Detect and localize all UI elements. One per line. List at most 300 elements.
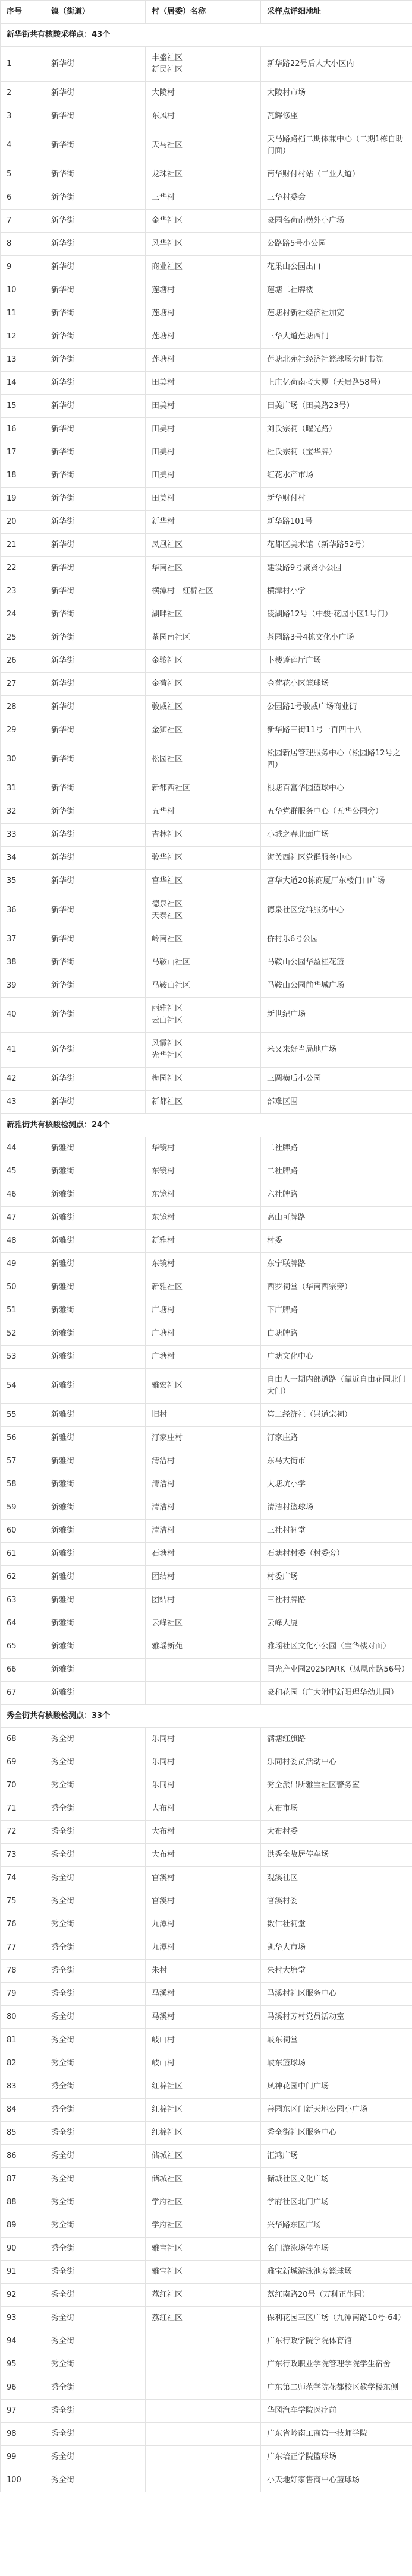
table-row <box>1 1299 412 1322</box>
cell-address: 三圆横后小公园 <box>261 1068 412 1091</box>
cell-town: 新华街 <box>45 650 146 673</box>
cell-address: 德泉社区党群服务中心 <box>261 893 412 928</box>
cell-town: 新雅街 <box>45 1230 146 1253</box>
cell-town: 秀全街 <box>45 2376 146 2400</box>
section-header-row <box>1 1705 412 1728</box>
cell-town: 秀全街 <box>45 2191 146 2214</box>
cell-town: 秀全街 <box>45 1821 146 1844</box>
cell-village: 清洁村 <box>146 1496 261 1520</box>
cell-number: 91 <box>1 2261 45 2284</box>
cell-town: 新华街 <box>45 279 146 302</box>
table-row <box>1 1682 412 1705</box>
table-row <box>1 1936 412 1960</box>
table-row <box>1 650 412 673</box>
cell-town: 新华街 <box>45 742 146 777</box>
cell-town: 秀全街 <box>45 2423 146 2446</box>
cell-number: 2 <box>1 82 45 105</box>
cell-town: 秀全街 <box>45 2284 146 2307</box>
cell-number: 88 <box>1 2191 45 2214</box>
cell-address: 六社牌路 <box>261 1183 412 1207</box>
cell-address: 豪和花园（广大附中新阳理华幼儿园） <box>261 1682 412 1705</box>
cell-town: 新华街 <box>45 534 146 557</box>
cell-village: 广塘村 <box>146 1322 261 1346</box>
cell-address: 红花水产市场 <box>261 464 412 488</box>
cell-town: 新华街 <box>45 800 146 824</box>
cell-number: 62 <box>1 1566 45 1589</box>
cell-village: 清洁村 <box>146 1450 261 1473</box>
cell-address: 白塘牌路 <box>261 1322 412 1346</box>
cell-town: 秀全街 <box>45 2006 146 2029</box>
cell-village <box>146 2469 261 2492</box>
table-row <box>1 210 412 233</box>
cell-address: 小城之春北面广场 <box>261 824 412 847</box>
cell-address: 新世纪广场 <box>261 998 412 1033</box>
cell-town: 新华街 <box>45 928 146 951</box>
cell-number: 58 <box>1 1473 45 1496</box>
cell-number: 41 <box>1 1033 45 1068</box>
cell-town: 新华街 <box>45 626 146 650</box>
cell-number: 68 <box>1 1728 45 1751</box>
cell-town: 秀全街 <box>45 2075 146 2099</box>
cell-village: 丰盛社区 新民社区 <box>146 47 261 82</box>
cell-address: 岐东祠堂 <box>261 2029 412 2052</box>
cell-address: 新华路101号 <box>261 511 412 534</box>
cell-address: 小天地好家售商中心篮球场 <box>261 2469 412 2492</box>
cell-number: 23 <box>1 580 45 603</box>
cell-address: 下广牌路 <box>261 1299 412 1322</box>
table-row <box>1 325 412 349</box>
cell-address: 松园新居管理服务中心（松园路12号之四） <box>261 742 412 777</box>
cell-village: 风霞社区 光华社区 <box>146 1033 261 1068</box>
cell-number: 15 <box>1 395 45 418</box>
cell-address: 五华党群服务中心（五华公园旁） <box>261 800 412 824</box>
cell-town: 新雅街 <box>45 1520 146 1543</box>
cell-number: 37 <box>1 928 45 951</box>
cell-address: 三社村祠堂 <box>261 1520 412 1543</box>
cell-number: 14 <box>1 372 45 395</box>
cell-number: 100 <box>1 2469 45 2492</box>
cell-town: 新华街 <box>45 395 146 418</box>
cell-number: 81 <box>1 2029 45 2052</box>
cell-number: 48 <box>1 1230 45 1253</box>
cell-number: 42 <box>1 1068 45 1091</box>
cell-town: 新雅街 <box>45 1543 146 1566</box>
cell-number: 64 <box>1 1612 45 1635</box>
cell-number: 50 <box>1 1276 45 1299</box>
cell-address: 东宁联牌路 <box>261 1253 412 1276</box>
cell-number: 32 <box>1 800 45 824</box>
cell-number: 13 <box>1 349 45 372</box>
table-row <box>1 2122 412 2145</box>
table-row <box>1 1404 412 1427</box>
cell-village: 团结村 <box>146 1566 261 1589</box>
cell-village: 东镜村 <box>146 1253 261 1276</box>
cell-address: 广东行政职业学院管理学院学生宿舍 <box>261 2353 412 2376</box>
cell-town: 新华街 <box>45 580 146 603</box>
cell-town: 新雅街 <box>45 1612 146 1635</box>
cell-number: 61 <box>1 1543 45 1566</box>
cell-village: 云峰社区 <box>146 1612 261 1635</box>
cell-address: 观溪社区 <box>261 1867 412 1890</box>
cell-town: 新华街 <box>45 325 146 349</box>
cell-address: 凌湖路12号（中骏·花园小区1号门） <box>261 603 412 626</box>
cell-village: 莲塘村 <box>146 325 261 349</box>
cell-town: 秀全街 <box>45 2400 146 2423</box>
cell-village: 官溪村 <box>146 1890 261 1913</box>
cell-address: 广东行政学院学院体育馆 <box>261 2330 412 2353</box>
table-row <box>1 1543 412 1566</box>
section-header-row <box>1 24 412 47</box>
cell-address: 横潭村小学 <box>261 580 412 603</box>
cell-town: 新华街 <box>45 824 146 847</box>
cell-town: 秀全街 <box>45 2099 146 2122</box>
cell-town: 秀全街 <box>45 1890 146 1913</box>
cell-address: 公路路5号小公园 <box>261 233 412 256</box>
cell-address: 雅宝新城游泳池旁篮球场 <box>261 2261 412 2284</box>
cell-village: 乐同村 <box>146 1751 261 1774</box>
cell-town: 新华街 <box>45 511 146 534</box>
cell-village: 清洁村 <box>146 1473 261 1496</box>
table-row <box>1 1230 412 1253</box>
section-title: 新雅街共有核酸检测点：24个 <box>1 1114 412 1137</box>
cell-village: 田美村 <box>146 441 261 464</box>
cell-village: 三华村 <box>146 186 261 210</box>
cell-address: 莲塘二社牌楼 <box>261 279 412 302</box>
cell-town: 新华街 <box>45 105 146 128</box>
cell-address: 新华路三街11号一百四十八 <box>261 719 412 742</box>
table-row <box>1 2330 412 2353</box>
cell-number: 49 <box>1 1253 45 1276</box>
cell-town: 秀全街 <box>45 2469 146 2492</box>
cell-town: 新华街 <box>45 418 146 441</box>
cell-number: 87 <box>1 2168 45 2191</box>
cell-village: 雅宝社区 <box>146 2238 261 2261</box>
cell-village: 凤凰社区 <box>146 534 261 557</box>
cell-address: 村委 <box>261 1230 412 1253</box>
table-row <box>1 1183 412 1207</box>
cell-village: 岐山村 <box>146 2052 261 2075</box>
cell-number: 34 <box>1 847 45 870</box>
table-body <box>1 24 412 2492</box>
cell-town: 秀全街 <box>45 2122 146 2145</box>
cell-village: 学府社区 <box>146 2191 261 2214</box>
table-row <box>1 349 412 372</box>
cell-village: 田美村 <box>146 418 261 441</box>
cell-number: 57 <box>1 1450 45 1473</box>
cell-address: 荔红南路20号（万科正生园） <box>261 2284 412 2307</box>
cell-number: 39 <box>1 974 45 998</box>
cell-number: 9 <box>1 256 45 279</box>
cell-address: 三华村委会 <box>261 186 412 210</box>
cell-number: 6 <box>1 186 45 210</box>
cell-address: 宫华大道20栋商厦厂东楼门口广场 <box>261 870 412 893</box>
cell-town: 新雅街 <box>45 1322 146 1346</box>
cell-number: 83 <box>1 2075 45 2099</box>
table-row <box>1 673 412 696</box>
cell-village: 马鞍山社区 <box>146 951 261 974</box>
cell-village: 大布村 <box>146 1821 261 1844</box>
cell-town: 新雅街 <box>45 1299 146 1322</box>
cell-number: 79 <box>1 1983 45 2006</box>
cell-address: 云峰大厦 <box>261 1612 412 1635</box>
table-row <box>1 82 412 105</box>
cell-number: 30 <box>1 742 45 777</box>
table-row <box>1 557 412 580</box>
cell-village: 雅宝社区 <box>146 2261 261 2284</box>
cell-number: 67 <box>1 1682 45 1705</box>
cell-number: 92 <box>1 2284 45 2307</box>
cell-town: 新雅街 <box>45 1160 146 1183</box>
cell-address: 学府社区北门广场 <box>261 2191 412 2214</box>
cell-number: 93 <box>1 2307 45 2330</box>
table-row <box>1 233 412 256</box>
table-row <box>1 1160 412 1183</box>
cell-village <box>146 2330 261 2353</box>
cell-address: 杜氏宗祠（宝华牌） <box>261 441 412 464</box>
table-row <box>1 2099 412 2122</box>
cell-number: 97 <box>1 2400 45 2423</box>
table-row <box>1 580 412 603</box>
cell-address: 满塘红旗路 <box>261 1728 412 1751</box>
cell-number: 70 <box>1 1774 45 1797</box>
cell-number: 18 <box>1 464 45 488</box>
table-row <box>1 1867 412 1890</box>
cell-village: 红棉社区 <box>146 2099 261 2122</box>
table-row <box>1 1821 412 1844</box>
cell-village: 储城社区 <box>146 2145 261 2168</box>
cell-address: 凤神花园中门广场 <box>261 2075 412 2099</box>
cell-village: 金华社区 <box>146 210 261 233</box>
table-row <box>1 847 412 870</box>
cell-village: 华南社区 <box>146 557 261 580</box>
cell-address: 卜楼蓬莲厅广场 <box>261 650 412 673</box>
cell-village: 岭南社区 <box>146 928 261 951</box>
cell-town: 秀全街 <box>45 1960 146 1983</box>
cell-village <box>146 1682 261 1705</box>
cell-address: 名门游泳场停车场 <box>261 2238 412 2261</box>
cell-number: 74 <box>1 1867 45 1890</box>
cell-village: 雅宏社区 <box>146 1369 261 1404</box>
cell-town: 新华街 <box>45 302 146 325</box>
cell-village: 荔红社区 <box>146 2284 261 2307</box>
cell-address: 金荷花小区篮球场 <box>261 673 412 696</box>
cell-village <box>146 2400 261 2423</box>
section-header-row <box>1 1114 412 1137</box>
cell-village: 团结村 <box>146 1589 261 1612</box>
cell-village: 新雅村 <box>146 1230 261 1253</box>
cell-address: 汇鸿广场 <box>261 2145 412 2168</box>
cell-number: 19 <box>1 488 45 511</box>
cell-address: 新华财付村 <box>261 488 412 511</box>
cell-village: 新都社区 <box>146 1091 261 1114</box>
cell-village <box>146 2446 261 2469</box>
cell-town: 新华街 <box>45 673 146 696</box>
cell-number: 36 <box>1 893 45 928</box>
cell-address: 部难区围 <box>261 1091 412 1114</box>
cell-address: 大塘坑小学 <box>261 1473 412 1496</box>
table-row <box>1 1635 412 1659</box>
cell-number: 12 <box>1 325 45 349</box>
cell-village: 湖畔社区 <box>146 603 261 626</box>
cell-town: 新雅街 <box>45 1450 146 1473</box>
column-header-number: 序号 <box>1 1 45 24</box>
cell-village: 东镜村 <box>146 1207 261 1230</box>
cell-address: 洪秀全故居停车场 <box>261 1844 412 1867</box>
table-row <box>1 951 412 974</box>
cell-address: 华冈汽车学院医疗前 <box>261 2400 412 2423</box>
cell-town: 新雅街 <box>45 1276 146 1299</box>
header-row <box>1 1 412 24</box>
table-row <box>1 2446 412 2469</box>
table-row <box>1 302 412 325</box>
cell-village: 乐同村 <box>146 1774 261 1797</box>
cell-village: 骏华社区 <box>146 847 261 870</box>
cell-town: 秀全街 <box>45 1774 146 1797</box>
cell-town: 新华街 <box>45 603 146 626</box>
cell-address: 大布市场 <box>261 1797 412 1821</box>
cell-village: 荔红社区 <box>146 2307 261 2330</box>
table-row <box>1 2353 412 2376</box>
table-row <box>1 2052 412 2075</box>
table-row <box>1 2191 412 2214</box>
cell-town: 新雅街 <box>45 1682 146 1705</box>
cell-number: 77 <box>1 1936 45 1960</box>
cell-village: 华镜村 <box>146 1137 261 1160</box>
cell-town: 新华街 <box>45 777 146 800</box>
table-row <box>1 2469 412 2492</box>
cell-number: 59 <box>1 1496 45 1520</box>
table-row <box>1 511 412 534</box>
cell-village: 朱村 <box>146 1960 261 1983</box>
cell-town: 秀全街 <box>45 1936 146 1960</box>
cell-village: 学府社区 <box>146 2214 261 2238</box>
cell-number: 98 <box>1 2423 45 2446</box>
cell-number: 31 <box>1 777 45 800</box>
cell-village: 龙珠社区 <box>146 163 261 186</box>
table-row <box>1 928 412 951</box>
cell-village: 乐同村 <box>146 1728 261 1751</box>
cell-village: 马鞍山社区 <box>146 974 261 998</box>
cell-address: 国光产业园2025PARK（凤凰南路56号） <box>261 1659 412 1682</box>
table-row <box>1 1137 412 1160</box>
cell-number: 86 <box>1 2145 45 2168</box>
cell-number: 55 <box>1 1404 45 1427</box>
cell-town: 新华街 <box>45 719 146 742</box>
cell-village <box>146 1659 261 1682</box>
cell-village <box>146 2423 261 2446</box>
cell-address: 马鞍山公园前华城广场 <box>261 974 412 998</box>
cell-town: 新雅街 <box>45 1496 146 1520</box>
cell-town: 秀全街 <box>45 1844 146 1867</box>
cell-address: 广东第二师范学院花都校区教学楼东侧 <box>261 2376 412 2400</box>
cell-number: 20 <box>1 511 45 534</box>
cell-address: 田美广场（田美路23号） <box>261 395 412 418</box>
cell-town: 秀全街 <box>45 2168 146 2191</box>
cell-address: 大陵村市场 <box>261 82 412 105</box>
cell-town: 新雅街 <box>45 1253 146 1276</box>
cell-number: 22 <box>1 557 45 580</box>
table-row <box>1 2145 412 2168</box>
cell-village: 金狮社区 <box>146 719 261 742</box>
cell-village: 梅园社区 <box>146 1068 261 1091</box>
cell-village: 东镜村 <box>146 1183 261 1207</box>
cell-village: 莲塘村 <box>146 302 261 325</box>
cell-town: 新雅街 <box>45 1404 146 1427</box>
table-row <box>1 2423 412 2446</box>
cell-number: 85 <box>1 2122 45 2145</box>
table-row <box>1 441 412 464</box>
cell-number: 33 <box>1 824 45 847</box>
cell-address: 岐东篮球场 <box>261 2052 412 2075</box>
table-row <box>1 1520 412 1543</box>
table-row <box>1 47 412 82</box>
table-row <box>1 1207 412 1230</box>
cell-number: 26 <box>1 650 45 673</box>
cell-number: 71 <box>1 1797 45 1821</box>
cell-village: 广塘村 <box>146 1346 261 1369</box>
cell-village: 马溪村 <box>146 2006 261 2029</box>
cell-address: 善园东区门新天地公园小广场 <box>261 2099 412 2122</box>
table-row <box>1 893 412 928</box>
cell-town: 新华街 <box>45 974 146 998</box>
table-row <box>1 1450 412 1473</box>
table-row <box>1 696 412 719</box>
cell-number: 82 <box>1 2052 45 2075</box>
cell-town: 秀全街 <box>45 2214 146 2238</box>
cell-address: 乐同村委员活动中心 <box>261 1751 412 1774</box>
cell-town: 新华街 <box>45 256 146 279</box>
cell-village: 马溪村 <box>146 1983 261 2006</box>
cell-village: 九潭村 <box>146 1936 261 1960</box>
cell-town: 新雅街 <box>45 1659 146 1682</box>
cell-address: 上庄亿荷南考大厦（天贵路58号） <box>261 372 412 395</box>
cell-address: 兴华路东区广场 <box>261 2214 412 2238</box>
cell-number: 10 <box>1 279 45 302</box>
cell-town: 秀全街 <box>45 2330 146 2353</box>
cell-address: 花果山公园出口 <box>261 256 412 279</box>
cell-village: 横潭村 红棉社区 <box>146 580 261 603</box>
cell-village: 大陵村 <box>146 82 261 105</box>
table-row <box>1 2307 412 2330</box>
cell-town: 新华街 <box>45 557 146 580</box>
cell-address: 莲塘村新社经济社加宽 <box>261 302 412 325</box>
cell-number: 8 <box>1 233 45 256</box>
cell-address: 天马路路档二期体兼中心（二期1栋自助门面） <box>261 128 412 163</box>
table-row <box>1 105 412 128</box>
cell-number: 45 <box>1 1160 45 1183</box>
cell-number: 52 <box>1 1322 45 1346</box>
table-row <box>1 1983 412 2006</box>
cell-village: 九潭村 <box>146 1913 261 1936</box>
cell-address: 东马大街市 <box>261 1450 412 1473</box>
cell-village: 茶园南社区 <box>146 626 261 650</box>
table-row <box>1 1276 412 1299</box>
cell-village: 新都西社区 <box>146 777 261 800</box>
cell-village <box>146 2376 261 2400</box>
cell-number: 72 <box>1 1821 45 1844</box>
table-row <box>1 1033 412 1068</box>
cell-village: 储城社区 <box>146 2168 261 2191</box>
cell-address: 马溪村芳村党员活动室 <box>261 2006 412 2029</box>
cell-number: 3 <box>1 105 45 128</box>
cell-town: 新华街 <box>45 488 146 511</box>
cell-number: 1 <box>1 47 45 82</box>
cell-number: 95 <box>1 2353 45 2376</box>
cell-number: 65 <box>1 1635 45 1659</box>
table-row <box>1 488 412 511</box>
cell-number: 28 <box>1 696 45 719</box>
cell-number: 21 <box>1 534 45 557</box>
